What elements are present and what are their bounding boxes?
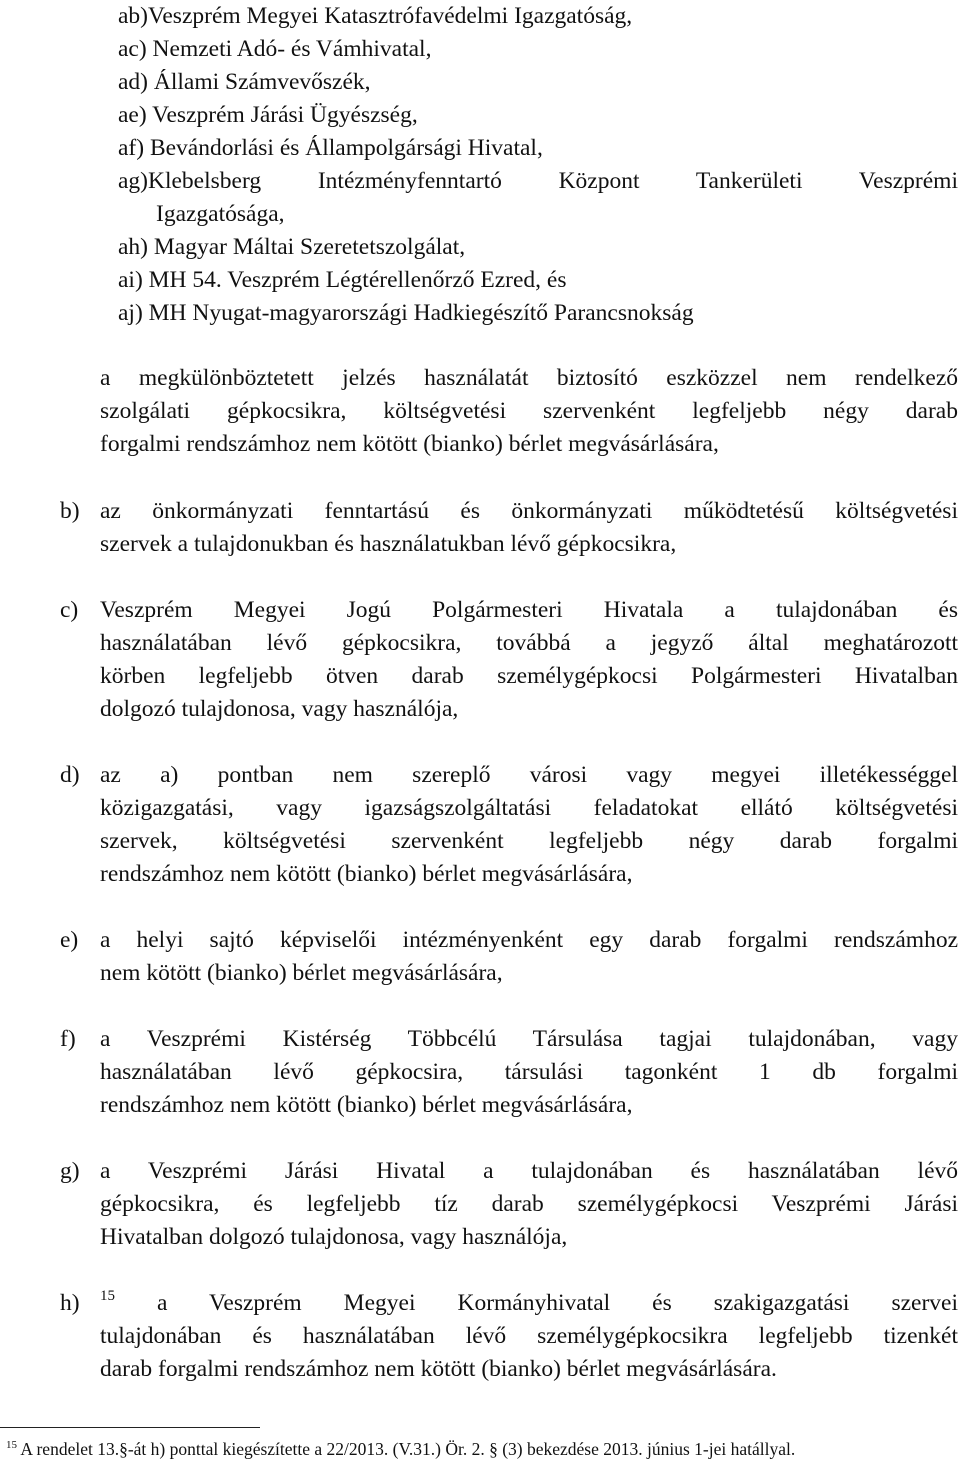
item-line: rendszámhoz nem kötött (bianko) bérlet megvásárlására,: [100, 861, 633, 887]
sub-item: Igazgatósága,: [156, 201, 285, 227]
sub-item: aj) MH Nyugat-magyarországi Hadkiegészítő Parancsnokság: [118, 300, 694, 326]
footnote-number: 15: [6, 1439, 17, 1451]
item-body: [100, 1023, 958, 1122]
sub-item: ac) Nemzeti Adó- és Vámhivatal,: [118, 36, 432, 62]
sub-item: ah) Magyar Máltai Szeretetszolgálat,: [118, 234, 466, 260]
item-line: dolgozó tulajdonosa, vagy használója,: [100, 696, 459, 722]
item-line: használatában lévő gépkocsira, társulási tagonként 1 db forgalmi: [100, 1059, 958, 1085]
item-line-text: a Veszprém Megyei Kormányhivatal és szakigazgatási szervei: [157, 1290, 959, 1316]
item-line: használatában lévő gépkocsikra, továbbá a jegyző által meghatározott: [100, 630, 958, 656]
item-line: Hivatalban dolgozó tulajdonosa, vagy használója,: [100, 1224, 568, 1250]
item-line: rendszámhoz nem kötött (bianko) bérlet megvásárlására,: [100, 1092, 633, 1118]
item-letter: g): [60, 1158, 80, 1184]
item-line: körben legfeljebb ötven darab személygépkocsi Polgármesteri Hivatalban: [100, 663, 958, 689]
footnote-reference: 15: [100, 1288, 115, 1304]
sub-item: ag)Klebelsberg Intézményfenntartó Központ Tankerületi Veszprémi: [118, 168, 958, 194]
item-body: [100, 495, 958, 561]
item-body: [100, 1155, 958, 1254]
sub-item-list: [118, 0, 958, 330]
item-line: a helyi sajtó képviselői intézményenként egy darab forgalmi rendszámhoz: [100, 927, 958, 953]
item-body: [100, 1287, 958, 1386]
item-letter: e): [60, 927, 79, 953]
item-line: tulajdonában és használatában lévő személygépkocsikra legfeljebb tizenkét: [100, 1323, 958, 1349]
sub-item: ad) Állami Számvevőszék,: [118, 69, 371, 95]
item-body: [100, 924, 958, 990]
item-line: az a) pontban nem szereplő városi vagy megyei illetékességgel: [100, 762, 958, 788]
item-line: szervek, költségvetési szervenként legfeljebb négy darab forgalmi: [100, 828, 958, 854]
item-letter: f): [60, 1026, 76, 1052]
footnote-separator: [0, 1427, 260, 1428]
item-body: [100, 759, 958, 891]
item-letter: h): [60, 1290, 80, 1316]
item-line: az önkormányzati fenntartású és önkormányzati működtetésű költségvetési: [100, 498, 958, 524]
item-line: nem kötött (bianko) bérlet megvásárlására,: [100, 960, 503, 986]
intro-paragraph: [100, 362, 958, 461]
item-body: [100, 594, 958, 726]
item-line: Veszprém Megyei Jogú Polgármesteri Hivatala a tulajdonában és: [100, 597, 958, 623]
footnote-text: A rendelet 13.§-át h) ponttal kiegészítette a 22/2013. (V.31.) Ör. 2. § (3) bekezdése 2013. június 1-jei hatállyal.: [20, 1439, 796, 1459]
paragraph-line: szolgálati gépkocsikra, költségvetési szervenként legfeljebb négy darab: [100, 398, 958, 424]
item-line: szervek a tulajdonukban és használatukban lévő gépkocsikra,: [100, 531, 677, 557]
item-line: darab forgalmi rendszámhoz nem kötött (bianko) bérlet megvásárlására.: [100, 1356, 777, 1382]
paragraph-line: forgalmi rendszámhoz nem kötött (bianko) bérlet megvásárlására,: [100, 431, 719, 457]
footnote: [6, 1436, 795, 1462]
item-line: a Veszprémi Kistérség Többcélú Társulása tagjai tulajdonában, vagy: [100, 1026, 958, 1052]
sub-item: ae) Veszprém Járási Ügyészség,: [118, 102, 418, 128]
item-line: [100, 1287, 958, 1320]
item-letter: b): [60, 498, 80, 524]
sub-item: ai) MH 54. Veszprém Légtérellenőrző Ezred, és: [118, 267, 567, 293]
item-line: gépkocsikra, és legfeljebb tíz darab személygépkocsi Veszprémi Járási: [100, 1191, 958, 1217]
item-line: közigazgatási, vagy igazságszolgáltatási feladatokat ellátó költségvetési: [100, 795, 958, 821]
item-letter: c): [60, 597, 79, 623]
sub-item: af) Bevándorlási és Állampolgársági Hivatal,: [118, 135, 543, 161]
paragraph-line: a megkülönböztetett jelzés használatát biztosító eszközzel nem rendelkező: [100, 365, 958, 391]
sub-item: ab)Veszprém Megyei Katasztrófavédelmi Igazgatóság,: [118, 3, 633, 29]
item-letter: d): [60, 762, 80, 788]
item-line: a Veszprémi Járási Hivatal a tulajdonában és használatában lévő: [100, 1158, 958, 1184]
